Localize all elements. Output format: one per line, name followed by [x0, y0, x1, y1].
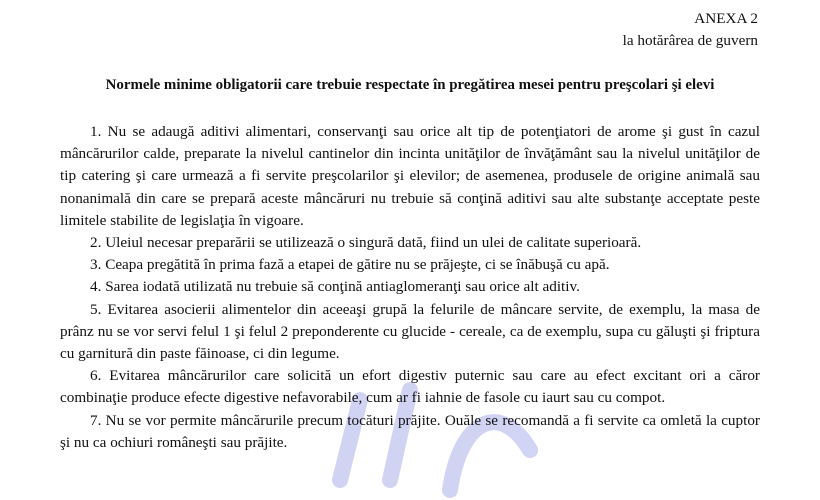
annex-header [623, 8, 758, 52]
paragraph-6: 6. Evitarea mâncărurilor care solicită un efort digestiv puternic sau care au efect excitant ori a căror combinaţie produce efecte digestive nefavorabile, cum ar fi iahnie de fasole cu iaurt sau cu compot. [60, 367, 760, 407]
document-body [60, 121, 760, 454]
annex-label: ANEXA 2 [694, 10, 758, 27]
annex-subtitle: la hotărârea de guvern [622, 32, 758, 49]
paragraph-2: 2. Uleiul necesar preparării se utilizează o singură dată, fiind un ulei de calitate superioară. [90, 234, 642, 252]
paragraph-4: 4. Sarea iodată utilizată nu trebuie să conţină antiaglomeranţi sau orice alt aditiv. [90, 278, 580, 296]
document-title: Normele minime obligatorii care trebuie respectate în pregătirea mesei pentru preşcolari şi elevi [105, 77, 715, 93]
paragraph-1: 1. Nu se adaugă aditivi alimentari, conservanţi sau orice alt tip de potenţiatori de arome şi gust în cazul mâncărurilor calde, preparate la nivelul cantinelor din incinta unităţilor de învăţământ sau la nivelul unităţilor de tip catering şi care urmează a fi servite preşcolarilor şi elevilor; de asemenea, produsele de origine animală sau nonanimală din care se prepară aceste mâncăruri nu trebuie să conţină aditivi sau alte substanţe acceptate peste limitele stabilite de legislaţia în vigoare. [60, 123, 760, 229]
paragraph-5: 5. Evitarea asocierii alimentelor din aceeaşi grupă la felurile de mâncare servite, de exemplu, la masa de prânz nu se vor servi felul 1 şi felul 2 preponderente cu glucide - cereale, ca de exemplu, supa cu găluşti şi friptura cu garnitură din paste făinoase, ci din legume. [60, 300, 760, 363]
paragraph-7: 7. Nu se vor permite mâncărurile precum tocături prăjite. Ouăle se recomandă a fi servite ca omletă la cuptor şi nu ca ochiuri româneşti sau prăjite. [60, 411, 760, 451]
paragraph-3: 3. Ceapa pregătită în prima fază a etapei de gătire nu se prăjeşte, ci se înăbuşă cu apă. [90, 256, 610, 274]
